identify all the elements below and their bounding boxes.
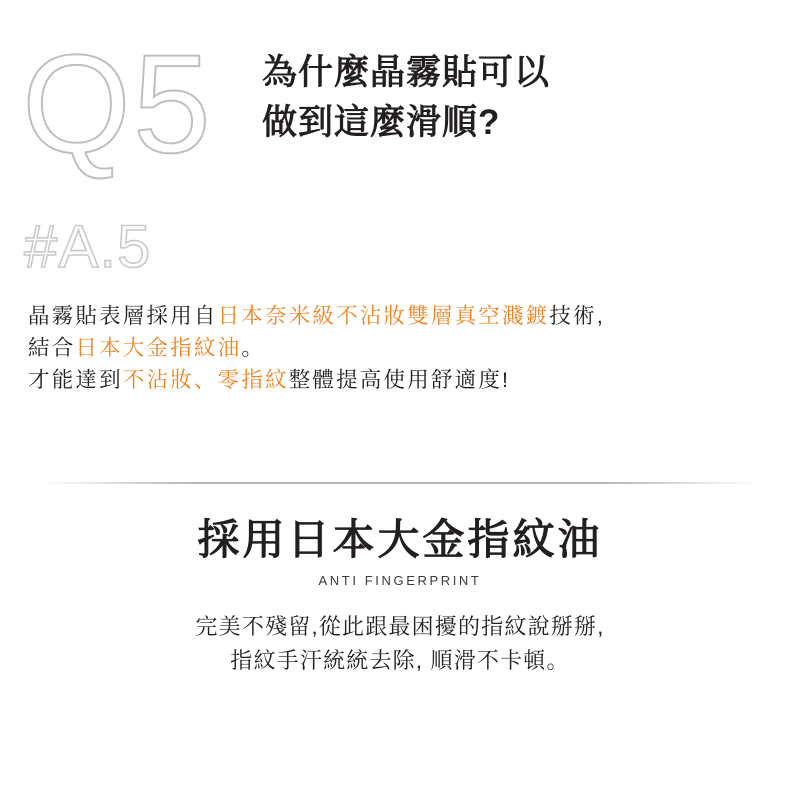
question-block: [22, 25, 782, 194]
answer-seg-2b: 日本大金指紋油: [75, 336, 242, 360]
question-number: Q5: [22, 25, 213, 182]
feature-title: 採用日本大金指紋油: [197, 516, 603, 563]
answer-seg-3b: 不沾妝、零指紋: [122, 368, 289, 392]
answer-line-2: [28, 332, 788, 364]
feature-subtitle: ANTI FINGERPRINT: [318, 573, 482, 588]
answer-seg-2a: 結合: [28, 336, 76, 360]
answer-seg-1a: 晶霧貼表層採用自: [28, 304, 218, 328]
section-divider: [42, 482, 758, 484]
answer-body: [28, 300, 788, 396]
feature-body-line-1: 完美不殘留,從此跟最困擾的指紋說掰掰,: [195, 614, 605, 639]
answer-line-1: [28, 300, 788, 332]
answer-seg-1c: 技術,: [549, 304, 605, 328]
answer-seg-3a: 才能達到: [28, 368, 123, 392]
feature-block: [0, 512, 800, 678]
feature-body-line-2: 指紋手汗統統去除, 順滑不卡頓。: [230, 648, 570, 673]
answer-seg-1b: 日本奈米級不沾妝雙層真空濺鍍: [217, 304, 550, 328]
answer-seg-3c: 整體提高使用舒適度!: [288, 368, 511, 392]
question-line-1: 為什麼晶霧貼可以: [262, 53, 551, 92]
feature-body: [0, 610, 800, 678]
question-line-2: 做到這麼滑順?: [262, 103, 501, 142]
question-title: [262, 48, 792, 148]
answer-seg-2c: 。: [241, 336, 266, 360]
answer-label: #A.5: [24, 213, 152, 280]
answer-line-3: [28, 364, 788, 396]
